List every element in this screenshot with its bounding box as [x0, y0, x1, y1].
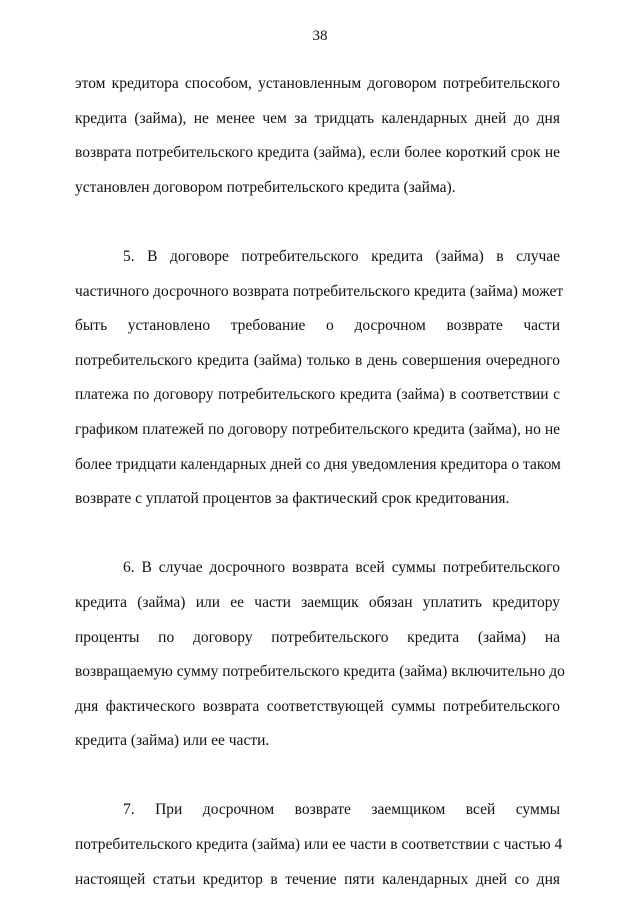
text-line: 7. При досрочном возврате заемщиком всей суммы: [123, 801, 560, 819]
text-line: более тридцати календарных дней со дня уведомления кредитора о таком: [75, 455, 561, 473]
paragraph-continuation: [75, 67, 560, 205]
text-line: дня фактического возврата соответствующей суммы потребительского: [75, 697, 560, 715]
paragraph-6: [75, 551, 565, 759]
text-line: кредита (займа), не менее чем за тридцать календарных дней до дня: [75, 109, 560, 127]
text-line: возвращаемую сумму потребительского кредита (займа) включительно до: [75, 663, 565, 681]
paragraph-7: [75, 793, 563, 897]
paragraph-gap: [75, 205, 560, 240]
text-line: кредита (займа) или ее части.: [75, 732, 270, 750]
text-line: частичного досрочного возврата потребительского кредита (займа) может: [75, 282, 564, 300]
text-line: быть установлено требование о досрочном возврате части: [75, 317, 560, 335]
text-line: графиком платежей по договору потребительского кредита (займа), но не: [75, 420, 560, 438]
text-line: этом кредитора способом, установленным договором потребительского: [75, 75, 560, 92]
text-line: возврате с уплатой процентов за фактический срок кредитования.: [75, 490, 510, 508]
text-line: проценты по договору потребительского кредита (займа) на: [75, 628, 560, 646]
text-line: 5. В договоре потребительского кредита (займа) в случае: [123, 247, 560, 265]
document-body: [75, 67, 565, 897]
text-line: установлен договором потребительского кредита (займа).: [75, 178, 456, 196]
text-line: настоящей статьи кредитор в течение пяти календарных дней со дня: [75, 870, 560, 888]
text-line: платежа по договору потребительского кредита (займа) в соответствии с: [75, 386, 560, 404]
text-line: потребительского кредита (займа) или ее части в соответствии с частью 4: [75, 836, 563, 854]
text-line: потребительского кредита (займа) только в день совершения очередного: [75, 351, 560, 369]
text-line: 6. В случае досрочного возврата всей суммы потребительского: [123, 559, 560, 577]
paragraph-gap: [75, 759, 560, 794]
paragraph-5: [75, 240, 564, 517]
text-line: кредита (займа) или ее части заемщик обязан уплатить кредитору: [75, 593, 560, 611]
text-line: возврата потребительского кредита (займа), если более короткий срок не: [75, 144, 560, 162]
page-number: 38: [312, 28, 328, 44]
paragraph-gap: [75, 517, 560, 552]
